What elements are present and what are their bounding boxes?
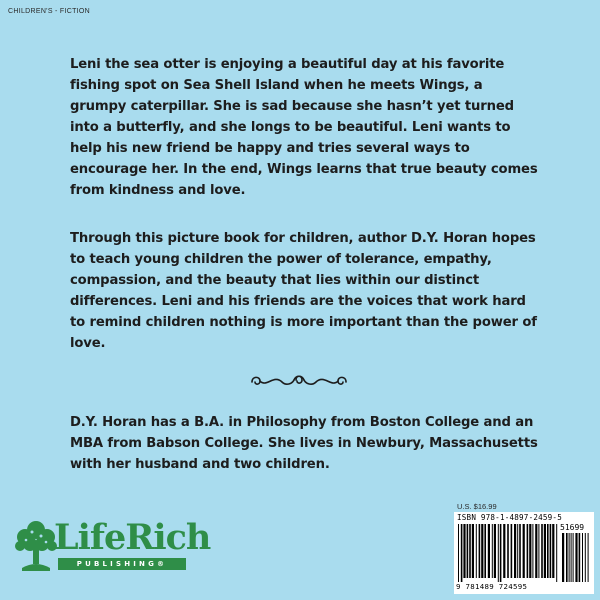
- barcode-bar: [529, 524, 531, 578]
- barcode-bar: [585, 533, 586, 582]
- barcode-bar: [507, 524, 509, 578]
- synopsis-paragraph: Leni the sea otter is enjoying a beautiful day at his favorite fishing spot on Sea Shell Island when he meets Wings, a grumpy caterpillar. She is sad because she hasn’t yet turned into a butterfly, and she longs to be beautiful. Leni wants to help his new friend be happy and tries several ways to encourage her. In the end, Wings learns that true beauty comes from kindness and love.: [70, 57, 538, 198]
- barcode-bar: [571, 533, 572, 582]
- barcode-bar: [575, 533, 577, 582]
- barcode-bar: [541, 524, 543, 578]
- barcode-bar: [463, 524, 465, 578]
- barcode-bar: [562, 533, 564, 582]
- isbn-number: ISBN 978-1-4897-2459-5: [457, 513, 562, 522]
- barcode-bar: [511, 524, 513, 578]
- barcode-bar: [582, 533, 583, 582]
- ean-barcode-bars: [458, 524, 558, 582]
- price-label: U.S. $16.99: [457, 502, 497, 511]
- barcode-bar: [488, 524, 490, 578]
- barcode-addon-number: 51699: [560, 523, 585, 532]
- purpose-paragraph: Through this picture book for children, author D.Y. Horan hopes to teach young children the power of tolerance, empathy, compassion, and the beauty that lies within our distinct differences. Leni and his friends are the voices that work hard to remind children nothing is more important than the power of love.: [70, 231, 537, 351]
- publisher-name: LifeRich: [54, 517, 211, 558]
- barcode-bar: [476, 524, 477, 578]
- barcode-bar: [500, 524, 502, 582]
- addon-barcode-bars: [562, 533, 592, 582]
- barcode: [454, 512, 594, 594]
- barcode-bar: [519, 524, 521, 578]
- author-bio-paragraph: D.Y. Horan has a B.A. in Philosophy from Boston College and an MBA from Babson College. She lives in Newbury, Massachusetts with her husband and two children.: [70, 415, 538, 472]
- barcode-bar: [514, 524, 516, 578]
- barcode-bar: [523, 524, 525, 578]
- barcode-bar: [588, 533, 589, 582]
- barcode-bar: [552, 524, 554, 578]
- barcode-bar: [569, 533, 570, 582]
- scroll-flourish-icon: [248, 370, 350, 394]
- barcode-bar: [467, 524, 469, 578]
- barcode-bar: [503, 524, 505, 578]
- genre-label: CHILDREN'S - FICTION: [8, 8, 91, 15]
- barcode-bar: [544, 524, 546, 578]
- barcode-bar: [498, 524, 499, 582]
- ean-number: 9 781489 724595: [456, 582, 528, 591]
- tree-icon: [14, 516, 58, 574]
- barcode-bar: [458, 524, 459, 582]
- barcode-bar: [538, 524, 539, 578]
- barcode-bar: [535, 524, 537, 578]
- publisher-subtitle: PUBLISHING®: [58, 558, 186, 570]
- barcode-bar: [566, 533, 568, 582]
- barcode-bar: [550, 524, 552, 578]
- barcode-bar: [484, 524, 486, 578]
- barcode-bar: [479, 524, 481, 578]
- barcode-bar: [492, 524, 493, 578]
- barcode-bar: [494, 524, 496, 578]
- barcode-bar: [579, 533, 581, 582]
- barcode-bar: [527, 524, 529, 578]
- barcode-bar: [461, 524, 463, 582]
- barcode-bar: [532, 524, 533, 578]
- barcode-bar: [481, 524, 483, 578]
- barcode-bar: [472, 524, 474, 578]
- barcode-bar: [517, 524, 518, 578]
- barcode-bar: [573, 533, 574, 582]
- barcode-bar: [547, 524, 549, 578]
- publisher-logo: [14, 512, 211, 578]
- barcode-bar: [469, 524, 471, 578]
- barcode-bar: [556, 524, 557, 582]
